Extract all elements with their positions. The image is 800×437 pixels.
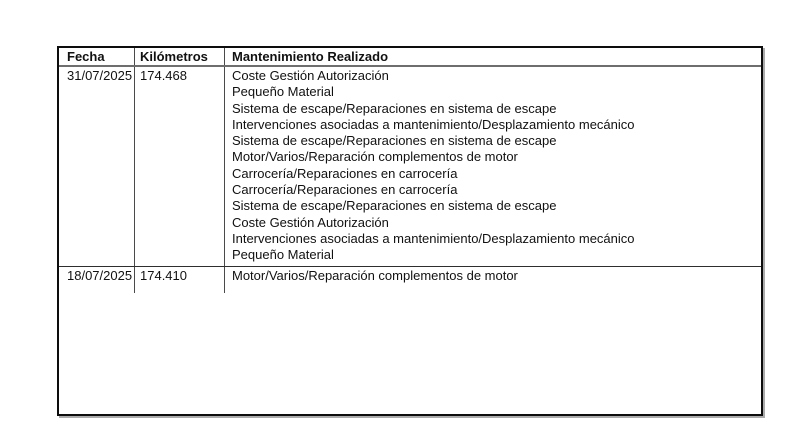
maintenance-item: Pequeño Material xyxy=(232,84,334,100)
column-header-fecha: Fecha xyxy=(59,48,135,65)
maintenance-item: Pequeño Material xyxy=(232,247,334,263)
maintenance-item: Sistema de escape/Reparaciones en sistema de escape xyxy=(232,133,557,149)
row-kilometers: 174.468 xyxy=(135,67,225,266)
maintenance-item: Carrocería/Reparaciones en carrocería xyxy=(232,165,458,181)
maintenance-item: Intervenciones asociadas a mantenimiento/Desplazamiento mecánico xyxy=(232,116,635,132)
maintenance-item: Coste Gestión Autorización xyxy=(232,214,389,230)
row-maintenance-list xyxy=(225,67,761,266)
maintenance-item: Sistema de escape/Reparaciones en sistema de escape xyxy=(232,198,557,214)
maintenance-item: Sistema de escape/Reparaciones en sistema de escape xyxy=(232,100,557,116)
table-row xyxy=(59,67,761,266)
table-empty-area xyxy=(59,293,761,414)
maintenance-item: Motor/Varios/Reparación complementos de motor xyxy=(232,267,518,283)
maintenance-item: Carrocería/Reparaciones en carrocería xyxy=(232,182,458,198)
table-header-row xyxy=(59,48,761,67)
row-date: 31/07/2025 xyxy=(59,67,135,266)
row-date: 18/07/2025 xyxy=(59,267,135,293)
table-body xyxy=(59,67,761,293)
column-header-mantenimiento: Mantenimiento Realizado xyxy=(232,49,389,64)
row-maintenance-list xyxy=(225,267,761,293)
row-kilometers: 174.410 xyxy=(135,267,225,293)
maintenance-item: Intervenciones asociadas a mantenimiento/Desplazamiento mecánico xyxy=(232,230,635,246)
column-header-kilometros: Kilómetros xyxy=(135,48,225,65)
table-row xyxy=(59,266,761,293)
maintenance-item: Coste Gestión Autorización xyxy=(232,68,389,83)
maintenance-item: Motor/Varios/Reparación complementos de motor xyxy=(232,149,518,165)
maintenance-table xyxy=(57,46,763,416)
